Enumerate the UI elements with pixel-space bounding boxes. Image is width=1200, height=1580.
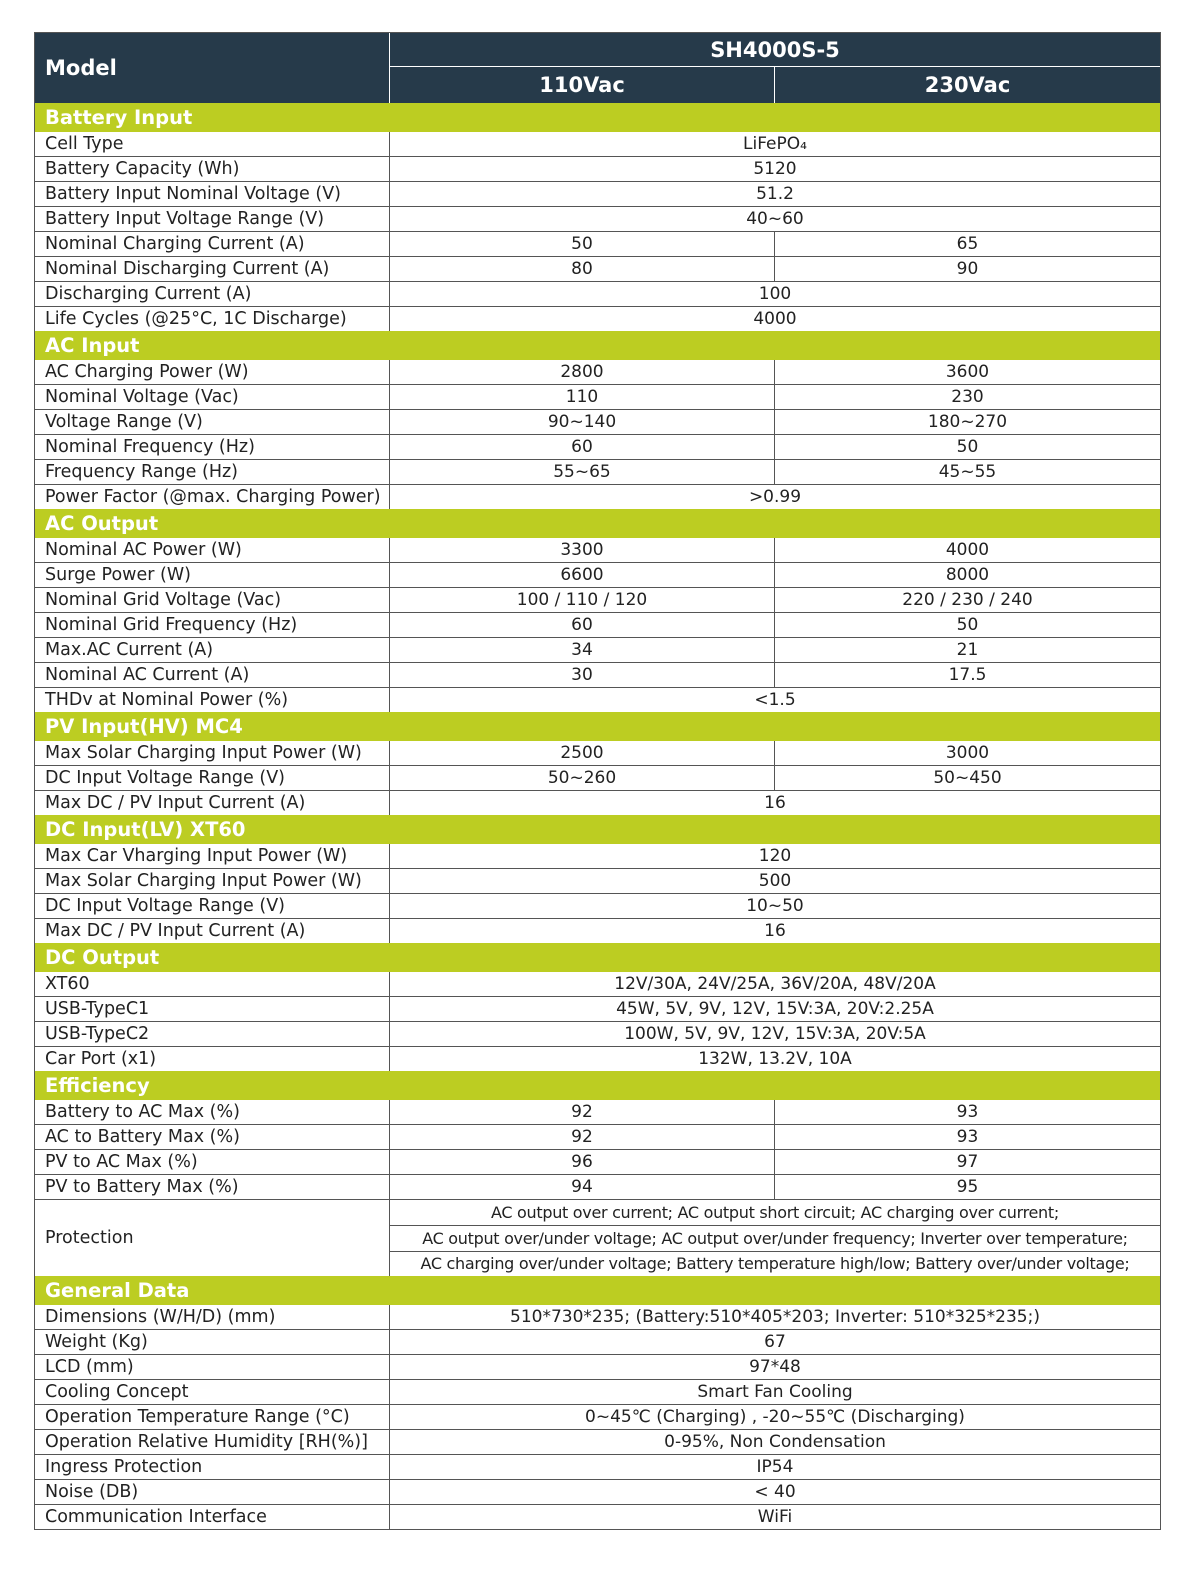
- spec-label: Max.AC Current (A): [35, 638, 390, 662]
- spec-value-pair: [390, 613, 1160, 637]
- spec-value-pair: [390, 563, 1160, 587]
- value-230vac: 180~270: [927, 412, 1008, 432]
- spec-value: 16: [764, 793, 786, 813]
- spec-row: [35, 1479, 1160, 1504]
- section-header: PV Input(HV) MC4: [35, 712, 1160, 741]
- spec-value-pair: [390, 663, 1160, 687]
- value-230vac: 50: [956, 437, 979, 457]
- value-230vac: 17.5: [948, 665, 987, 685]
- protection-line: AC charging over/under voltage; Battery temperature high/low; Battery over/under voltage;: [390, 1251, 1160, 1276]
- spec-label: USB-TypeC1: [35, 997, 390, 1021]
- spec-row: [35, 360, 1160, 384]
- section-header: General Data: [35, 1276, 1160, 1305]
- spec-row: [35, 306, 1160, 331]
- spec-table: [34, 32, 1161, 1530]
- spec-label: Max DC / PV Input Current (A): [35, 919, 390, 943]
- value-110vac: 92: [390, 1100, 775, 1124]
- value-110vac: 100 / 110 / 120: [390, 588, 775, 612]
- spec-value: < 40: [754, 1482, 796, 1502]
- model-columns: [390, 33, 1160, 103]
- spec-row: [35, 893, 1160, 918]
- value-230vac: 21: [956, 640, 979, 660]
- spec-label: Noise (DB): [35, 1480, 390, 1504]
- spec-value: 67: [764, 1332, 786, 1352]
- spec-label: Frequency Range (Hz): [35, 460, 390, 484]
- spec-row: [35, 1199, 1160, 1276]
- spec-value-pair: [390, 257, 1160, 281]
- spec-row: [35, 384, 1160, 409]
- spec-label: Battery Input Voltage Range (V): [35, 207, 390, 231]
- value-230vac: 95: [956, 1177, 979, 1197]
- spec-value: 100: [758, 284, 792, 304]
- spec-value: 97*48: [749, 1357, 801, 1377]
- spec-value-pair: [390, 460, 1160, 484]
- spec-row: [35, 1100, 1160, 1124]
- value-230vac: 220 / 230 / 240: [902, 590, 1033, 610]
- spec-row: [35, 1404, 1160, 1429]
- protection-lines: [390, 1200, 1160, 1276]
- spec-row: [35, 844, 1160, 868]
- spec-row: [35, 637, 1160, 662]
- spec-label: Battery Input Nominal Voltage (V): [35, 182, 390, 206]
- value-110vac: 96: [390, 1150, 775, 1174]
- spec-value: 40~60: [746, 209, 804, 229]
- voltage-110-header: 110Vac: [390, 67, 775, 103]
- spec-value: WiFi: [757, 1507, 793, 1527]
- spec-label: Voltage Range (V): [35, 410, 390, 434]
- spec-row: [35, 1046, 1160, 1071]
- spec-label: DC Input Voltage Range (V): [35, 894, 390, 918]
- spec-row: [35, 1329, 1160, 1354]
- value-110vac: 30: [390, 663, 775, 687]
- spec-label: Cell Type: [35, 132, 390, 156]
- spec-value-pair: [390, 538, 1160, 562]
- spec-row: [35, 434, 1160, 459]
- value-230vac: 50: [956, 615, 979, 635]
- spec-label: AC to Battery Max (%): [35, 1125, 390, 1149]
- spec-label: XT60: [35, 972, 390, 996]
- value-230vac: 3600: [945, 362, 990, 382]
- value-110vac: 94: [390, 1175, 775, 1199]
- spec-row: [35, 1379, 1160, 1404]
- spec-label: Max Car Vharging Input Power (W): [35, 844, 390, 868]
- spec-value: 16: [764, 921, 786, 941]
- spec-row: [35, 1174, 1160, 1199]
- value-110vac: 110: [390, 385, 775, 409]
- section-header: Efficiency: [35, 1071, 1160, 1100]
- spec-row: [35, 918, 1160, 943]
- spec-label: Max Solar Charging Input Power (W): [35, 741, 390, 765]
- value-230vac: 65: [956, 234, 979, 254]
- spec-label: Nominal Grid Voltage (Vac): [35, 588, 390, 612]
- spec-row: [35, 484, 1160, 509]
- spec-label: Nominal Frequency (Hz): [35, 435, 390, 459]
- spec-value-pair: [390, 410, 1160, 434]
- spec-label: Communication Interface: [35, 1505, 390, 1529]
- spec-label: Cooling Concept: [35, 1380, 390, 1404]
- spec-row: [35, 281, 1160, 306]
- spec-value-pair: [390, 1100, 1160, 1124]
- spec-label: Battery Capacity (Wh): [35, 157, 390, 181]
- spec-label: Max Solar Charging Input Power (W): [35, 869, 390, 893]
- spec-sections: [35, 103, 1160, 1529]
- spec-value-pair: [390, 232, 1160, 256]
- series-name: SH4000S-5: [390, 33, 1160, 67]
- spec-row: [35, 231, 1160, 256]
- spec-value-pair: [390, 1125, 1160, 1149]
- model-label: Model: [35, 33, 390, 103]
- spec-label: PV to Battery Max (%): [35, 1175, 390, 1199]
- spec-value: <1.5: [754, 690, 796, 710]
- spec-value: 120: [758, 846, 792, 866]
- value-230vac: 50~450: [933, 768, 1002, 788]
- spec-row: [35, 1429, 1160, 1454]
- value-230vac: 3000: [945, 743, 990, 763]
- value-230vac: 93: [956, 1127, 979, 1147]
- spec-value: LiFePO₄: [743, 134, 807, 154]
- spec-label: Battery to AC Max (%): [35, 1100, 390, 1124]
- spec-row: [35, 996, 1160, 1021]
- value-110vac: 50~260: [390, 766, 775, 790]
- value-110vac: 55~65: [390, 460, 775, 484]
- spec-row: [35, 156, 1160, 181]
- section-header: DC Output: [35, 943, 1160, 972]
- spec-label: Nominal AC Current (A): [35, 663, 390, 687]
- section-header: AC Input: [35, 331, 1160, 360]
- spec-label: Life Cycles (@25°C, 1C Discharge): [35, 307, 390, 331]
- spec-row: [35, 1021, 1160, 1046]
- section-header: Battery Input: [35, 103, 1160, 132]
- spec-label: Power Factor (@max. Charging Power): [35, 485, 390, 509]
- spec-row: [35, 132, 1160, 156]
- protection-line: AC output over current; AC output short circuit; AC charging over current;: [491, 1203, 1059, 1223]
- spec-row: [35, 256, 1160, 281]
- value-110vac: 90~140: [390, 410, 775, 434]
- spec-row: [35, 1149, 1160, 1174]
- spec-value: 0-95%, Non Condensation: [664, 1432, 886, 1452]
- spec-label: Weight (Kg): [35, 1330, 390, 1354]
- spec-row: [35, 206, 1160, 231]
- spec-value-pair: [390, 1150, 1160, 1174]
- spec-value-pair: [390, 385, 1160, 409]
- voltage-230-header: 230Vac: [924, 73, 1011, 97]
- value-230vac: 90: [956, 259, 979, 279]
- value-110vac: 50: [390, 232, 775, 256]
- spec-label: Nominal Discharging Current (A): [35, 257, 390, 281]
- value-110vac: 2800: [390, 360, 775, 384]
- value-110vac: 3300: [390, 538, 775, 562]
- value-110vac: 2500: [390, 741, 775, 765]
- spec-value: IP54: [756, 1457, 794, 1477]
- spec-label: THDv at Nominal Power (%): [35, 688, 390, 712]
- spec-label: Protection: [35, 1200, 390, 1276]
- value-230vac: 8000: [945, 565, 990, 585]
- spec-row: [35, 972, 1160, 996]
- value-110vac: 92: [390, 1125, 775, 1149]
- spec-row: [35, 409, 1160, 434]
- section-header: DC Input(LV) XT60: [35, 815, 1160, 844]
- spec-row: [35, 612, 1160, 637]
- table-header: [35, 33, 1160, 103]
- spec-label: Surge Power (W): [35, 563, 390, 587]
- spec-value-pair: [390, 588, 1160, 612]
- value-230vac: 97: [956, 1152, 979, 1172]
- value-230vac: 230: [951, 387, 984, 407]
- spec-value-pair: [390, 766, 1160, 790]
- spec-value: 5120: [753, 159, 797, 179]
- section-header: AC Output: [35, 509, 1160, 538]
- spec-label: Dimensions (W/H/D) (mm): [35, 1305, 390, 1329]
- spec-row: [35, 1354, 1160, 1379]
- spec-value: >0.99: [748, 487, 802, 507]
- spec-value: 12V/30A, 24V/25A, 36V/20A, 48V/20A: [614, 974, 936, 994]
- spec-label: Car Port (x1): [35, 1047, 390, 1071]
- spec-value: 10~50: [746, 896, 804, 916]
- spec-label: Nominal Charging Current (A): [35, 232, 390, 256]
- spec-value: 500: [758, 871, 792, 891]
- spec-label: Nominal AC Power (W): [35, 538, 390, 562]
- spec-value-pair: [390, 741, 1160, 765]
- spec-value-pair: [390, 360, 1160, 384]
- spec-value: 132W, 13.2V, 10A: [698, 1049, 852, 1069]
- value-230vac: 4000: [945, 540, 990, 560]
- value-110vac: 6600: [390, 563, 775, 587]
- spec-row: [35, 790, 1160, 815]
- spec-row: [35, 1454, 1160, 1479]
- spec-row: [35, 459, 1160, 484]
- value-230vac: 45~55: [938, 462, 997, 482]
- value-110vac: 60: [390, 613, 775, 637]
- spec-row: [35, 687, 1160, 712]
- spec-row: [35, 741, 1160, 765]
- spec-label: Operation Relative Humidity [RH(%)]: [35, 1430, 390, 1454]
- spec-label: Nominal Grid Frequency (Hz): [35, 613, 390, 637]
- spec-label: Discharging Current (A): [35, 282, 390, 306]
- voltage-columns: [390, 67, 1160, 103]
- protection-line: AC output over/under voltage; AC output over/under frequency; Inverter over temperature;: [390, 1225, 1160, 1250]
- spec-value: 0~45℃ (Charging) , -20~55℃ (Discharging): [585, 1407, 965, 1427]
- spec-value: 51.2: [756, 184, 794, 204]
- spec-label: Ingress Protection: [35, 1455, 390, 1479]
- spec-label: Max DC / PV Input Current (A): [35, 791, 390, 815]
- spec-label: LCD (mm): [35, 1355, 390, 1379]
- spec-value-pair: [390, 435, 1160, 459]
- spec-label: Operation Temperature Range (°C): [35, 1405, 390, 1429]
- spec-value: 100W, 5V, 9V, 12V, 15V:3A, 20V:5A: [624, 1024, 926, 1044]
- spec-row: [35, 868, 1160, 893]
- spec-row: [35, 538, 1160, 562]
- spec-label: DC Input Voltage Range (V): [35, 766, 390, 790]
- spec-value: Smart Fan Cooling: [697, 1382, 853, 1402]
- spec-value: 45W, 5V, 9V, 12V, 15V:3A, 20V:2.25A: [616, 999, 934, 1019]
- spec-value: 4000: [753, 309, 797, 329]
- spec-row: [35, 562, 1160, 587]
- spec-row: [35, 765, 1160, 790]
- spec-label: PV to AC Max (%): [35, 1150, 390, 1174]
- spec-row: [35, 1504, 1160, 1529]
- spec-label: Nominal Voltage (Vac): [35, 385, 390, 409]
- spec-label: USB-TypeC2: [35, 1022, 390, 1046]
- spec-value: 510*730*235; (Battery:510*405*203; Inverter: 510*325*235;): [510, 1307, 1040, 1327]
- value-110vac: 60: [390, 435, 775, 459]
- value-230vac: 93: [956, 1102, 979, 1122]
- value-110vac: 34: [390, 638, 775, 662]
- spec-row: [35, 587, 1160, 612]
- value-110vac: 80: [390, 257, 775, 281]
- spec-label: AC Charging Power (W): [35, 360, 390, 384]
- spec-value-pair: [390, 1175, 1160, 1199]
- spec-row: [35, 662, 1160, 687]
- spec-value-pair: [390, 638, 1160, 662]
- spec-row: [35, 1124, 1160, 1149]
- spec-row: [35, 1305, 1160, 1329]
- spec-row: [35, 181, 1160, 206]
